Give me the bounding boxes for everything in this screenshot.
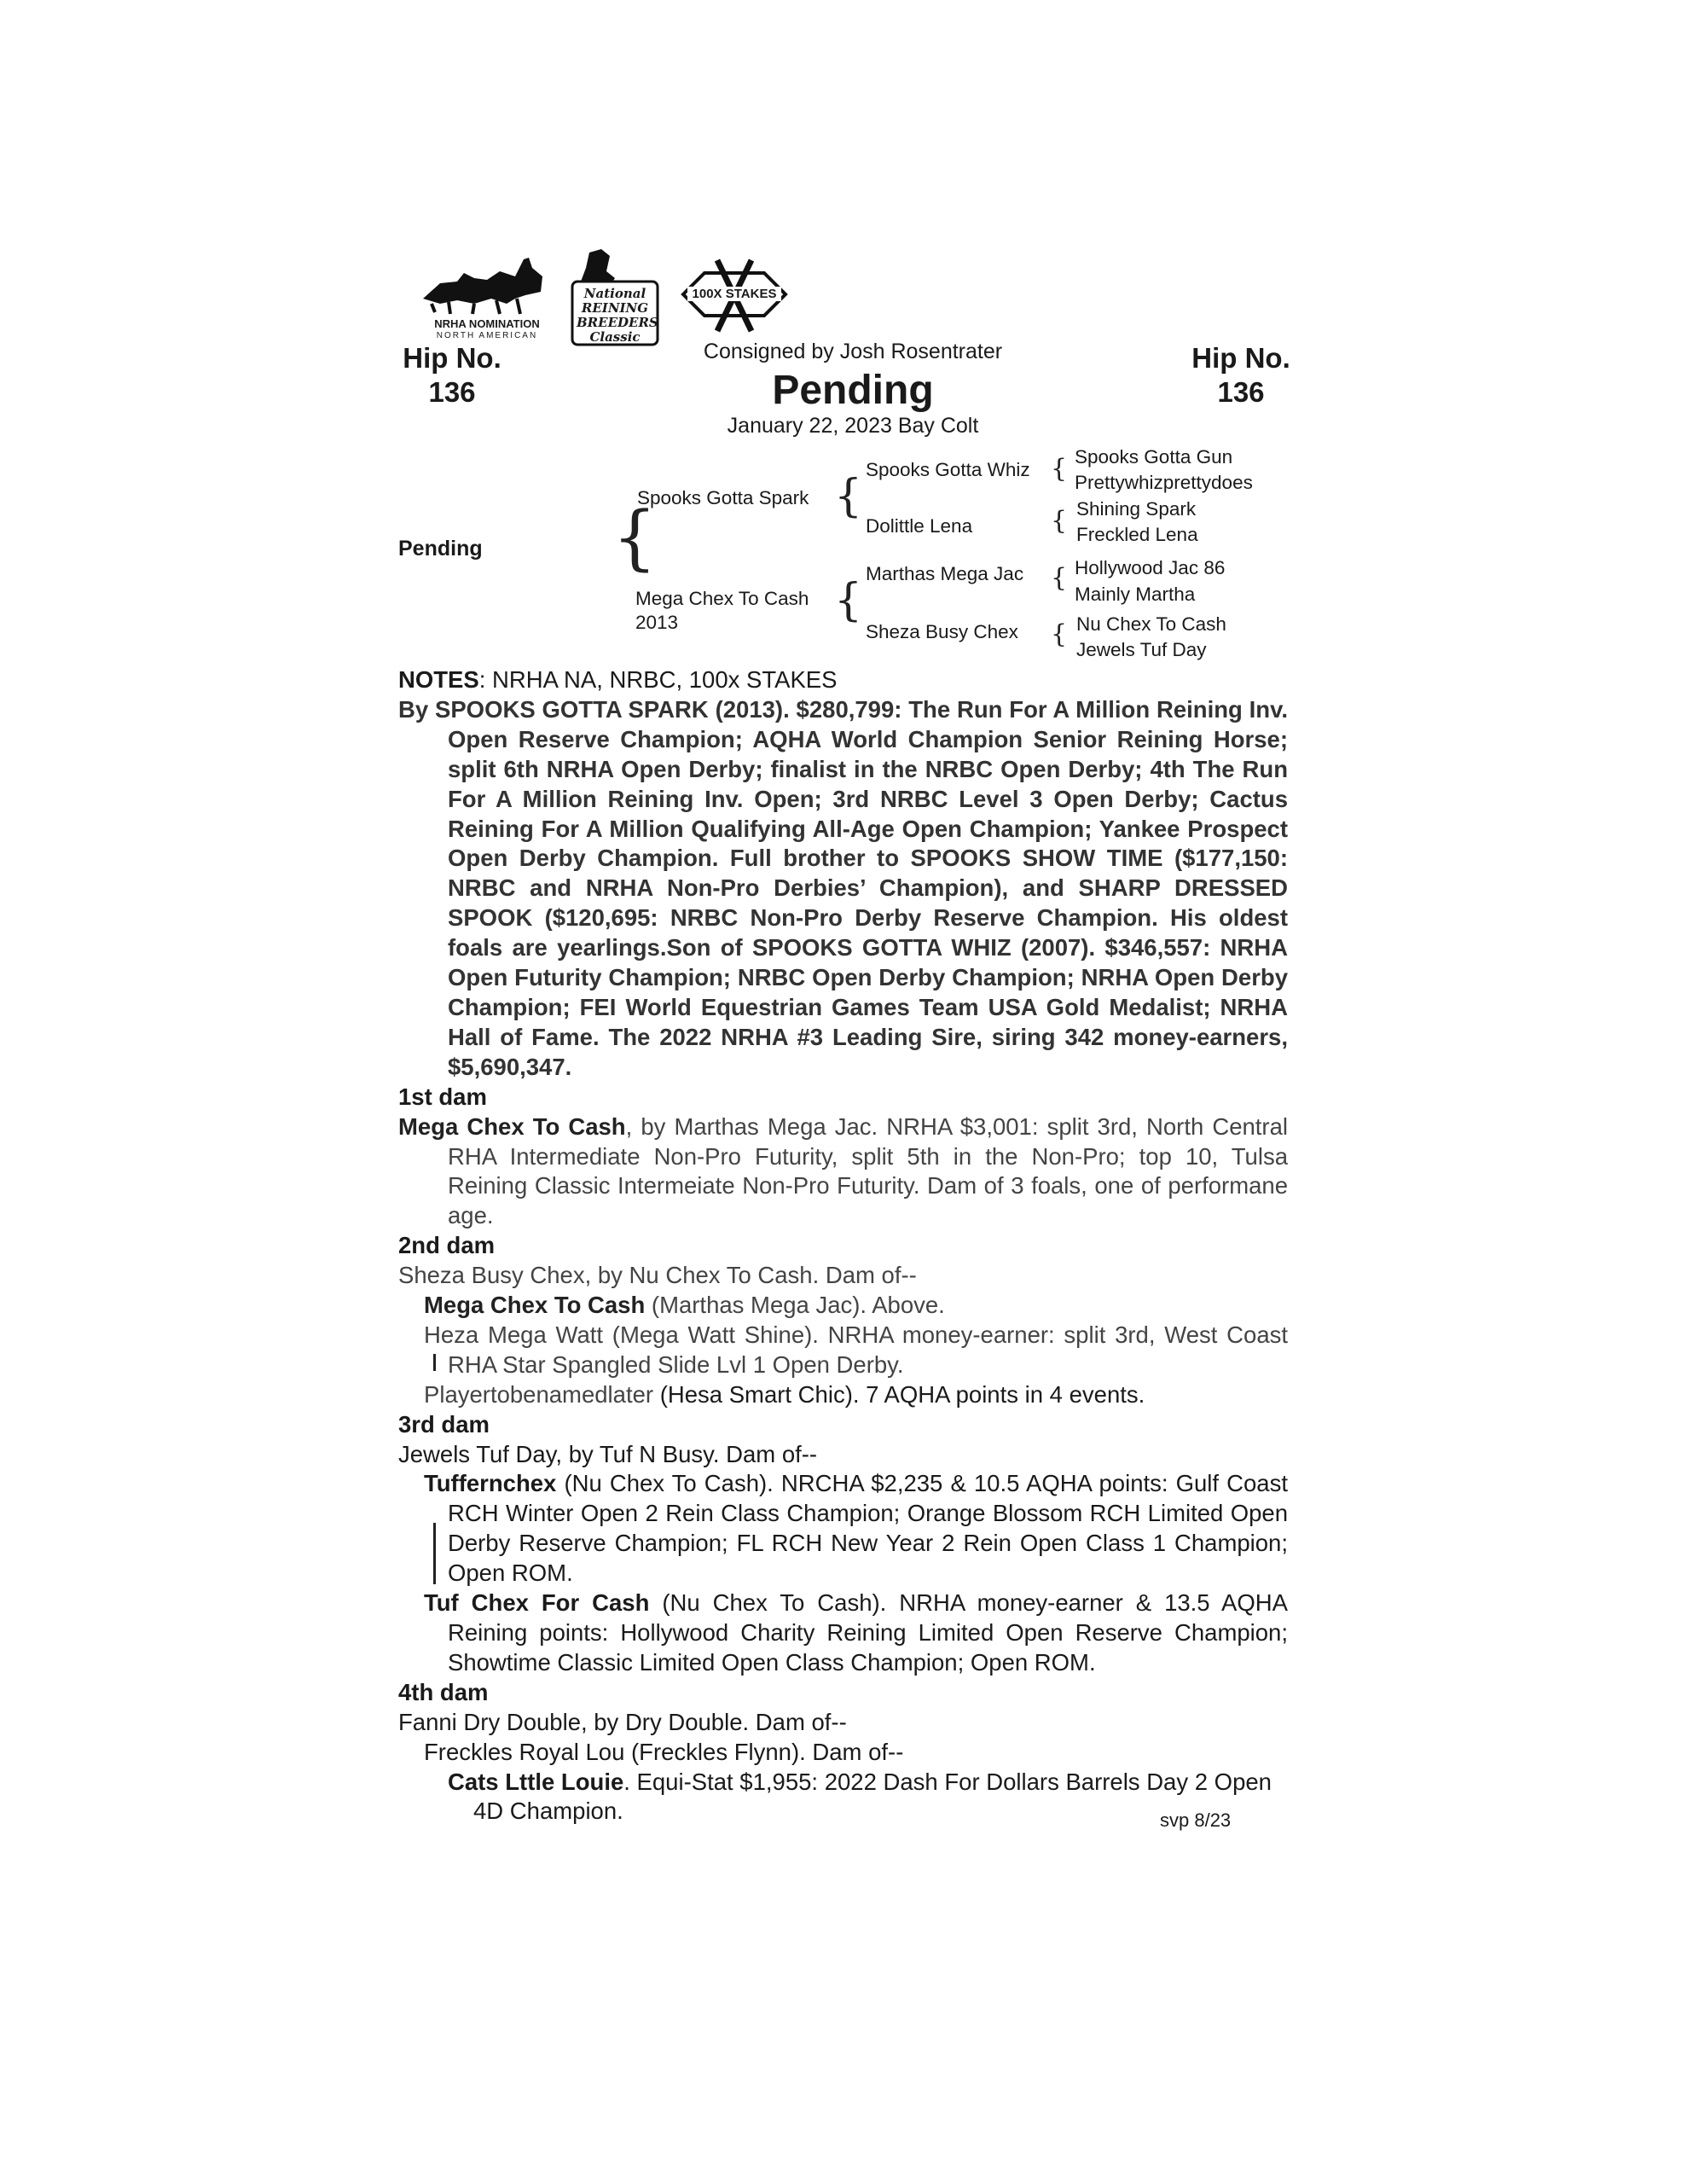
pedigree-g3-3: Shining Spark [1076,498,1197,520]
offspring-text: (Nu Chex To Cash). NRCHA $2,235 & 10.5 AQHA points: Gulf Coast RCH Winter Open 2 Rein Class Champion; Orange Blossom RCH Limited Open Derby Reserve Champion; FL RCH New Year 2 Rein Open Class 1 Champion; Open ROM. [448,1470,1288,1587]
footer-code: svp 8/23 [1160,1809,1232,1831]
margin-rule [433,1523,436,1584]
hip-right [1181,341,1301,410]
fourth-dam-intro: Fanni Dry Double, by Dry Double. Dam of-- [398,1708,847,1735]
second-dam-heading: 2nd dam [398,1232,496,1259]
pedigree-subject: Pending [398,537,483,561]
pedigree-sire-sire: Spooks Gotta Whiz [866,459,1030,480]
offspring-text: (Hesa Smart Chic). 7 AQHA points in 4 events. [659,1380,1145,1408]
fourth-dam-offspring-1: Freckles Royal Lou (Freckles Flynn). Dam of-- [424,1738,904,1765]
offspring-text: . Equi-Stat $1,955: 2022 Dash For Dollars Barrels Day 2 Open 4D Champion. [473,1768,1272,1825]
hip-label: Hip No. [403,342,501,374]
pedigree-dam-dam: Sheza Busy Chex [866,621,1018,642]
pedigree-g3-6: Mainly Martha [1075,584,1196,605]
first-dam-name: Mega Chex To Cash [398,1112,626,1140]
pedigree-sire: Spooks Gotta Spark [637,487,809,508]
nrbc-logo-text: National REINING BREEDERS Classic [577,286,658,345]
notes-line [398,665,1288,695]
brace-icon: { [834,575,863,626]
pedigree-g3-7: Nu Chex To Cash [1076,613,1226,635]
fourth-dam-heading: 4th dam [398,1678,489,1705]
hip-label: Hip No. [1191,342,1290,374]
fourth-dam-grand-offspring-1 [398,1768,1288,1827]
offspring-name: Cats Lttle Louie [448,1768,624,1795]
offspring-text: (Nu Chex To Cash). NRHA money-earner & 13.5 AQHA Reining points: Hollywood Charity Reining Limited Open Reserve Champion; Showtime Classic Limited Open Class Champion; Open ROM. [448,1589,1288,1676]
third-dam-heading: 3rd dam [398,1410,490,1438]
hip-number: 136 [1217,376,1265,408]
hip-left [392,341,512,410]
foaling-info: January 22, 2023 Bay Colt [727,414,979,438]
first-dam-heading: 1st dam [398,1083,487,1110]
margin-rule [433,1354,436,1371]
pedigree-dam-sire: Marthas Mega Jac [866,563,1024,584]
notes-text: : NRHA NA, NRBC, 100x STAKES [478,666,838,693]
pedigree-sire-dam: Dolittle Lena [866,515,973,537]
third-dam-intro: Jewels Tuf Day, by Tuf N Busy. Dam of-- [398,1440,818,1467]
stakes-logo-text: 100X STAKES [687,287,781,301]
sire-paragraph: By SPOOKS GOTTA SPARK (2013). $280,799: The Run For A Million Reining Inv. Open Reserve Champion; AQHA World Champion Senior Reining Horse; split 6th NRHA Open Derby; finalist in the NRBC Open Derby; 4th The Run For A Million Reining Inv. Open; 3rd NRBC Level 3 Open Derby; Cactus Reining For A Million Qualifying All-Age Open Champion; Yankee Prospect Open Derby Champion. Full brother to SPOOKS SHOW TIME ($177,150: NRBC and NRHA Non-Pro Derbies’ Champion), and SHARP DRESSED SPOOK ($120,695: NRBC Non-Pro Derby Reserve Champion. His oldest foals are yearlings.Son of SPOOKS GOTTA WHIZ (2007). $346,557: NRHA Open Futurity Champion; NRBC Open Derby Champion; NRHA Open Derby Champion; FEI World Equestrian Games Team USA Gold Medalist; NRHA Hall of Fame. The 2022 NRHA #3 Leading Sire, siring 342 money-earners, $5,690,347. [398,695,1288,1080]
second-dam-offspring-1 [398,1291,1288,1321]
pedigree-dam-year: 2013 [635,612,679,633]
first-dam-paragraph [398,1112,1288,1232]
nrha-logo-subtext: NORTH AMERICAN [436,331,538,340]
horse-name: Pending [772,368,934,413]
catalog-body [398,665,1288,1827]
notes-label: NOTES [398,666,479,693]
brace-icon: { [612,497,658,578]
offspring-name: Mega Chex To Cash [424,1292,646,1319]
second-dam-intro: Sheza Busy Chex, by Nu Chex To Cash. Dam of-- [398,1262,917,1289]
hip-number: 136 [428,376,476,408]
first-dam-text: , by Marthas Mega Jac. NRHA $3,001: split 3rd, North Central RHA Intermediate Non-Pro Futurity, split 5th in the Non-Pro; top 10, Tulsa Reining Classic Intermeiate Non-Pro Futurity. Dam of 3 foals, one of performane age. [448,1112,1288,1229]
pedigree-dam: Mega Chex To Cash [635,588,809,609]
brace-icon: { [834,471,863,522]
pedigree-g3-1: Spooks Gotta Gun [1075,446,1233,468]
pedigree-g3-4: Freckled Lena [1076,524,1198,545]
second-dam-offspring-2: Heza Mega Watt (Mega Watt Shine). NRHA money-earner: split 3rd, West Coast RHA Star Spangled Slide Lvl 1 Open Derby. [424,1321,1288,1378]
pedigree-g3-8: Jewels Tuf Day [1076,639,1207,660]
logo-strip [415,247,807,350]
offspring-name: Tuffernchex [424,1470,557,1497]
offspring-name: Playertobenamedlater [424,1380,660,1408]
consignor: Consigned by Josh Rosentrater [703,340,1003,363]
second-dam-offspring-3 [398,1380,1288,1410]
third-dam-offspring-1 [398,1469,1288,1589]
pedigree-g3-2: Prettywhizprettydoes [1075,472,1253,493]
pedigree-g3-5: Hollywood Jac 86 [1075,557,1226,578]
offspring-name: Tuf Chex For Cash [424,1589,650,1617]
brace-icon: { [1051,506,1068,536]
offspring-text: (Marthas Mega Jac). Above. [645,1292,945,1319]
brace-icon: { [1051,563,1068,593]
brace-icon: { [1051,454,1068,484]
brace-icon: { [1051,619,1068,649]
third-dam-offspring-2 [398,1589,1288,1678]
nrha-logo-text: NRHA NOMINATION [434,317,540,330]
